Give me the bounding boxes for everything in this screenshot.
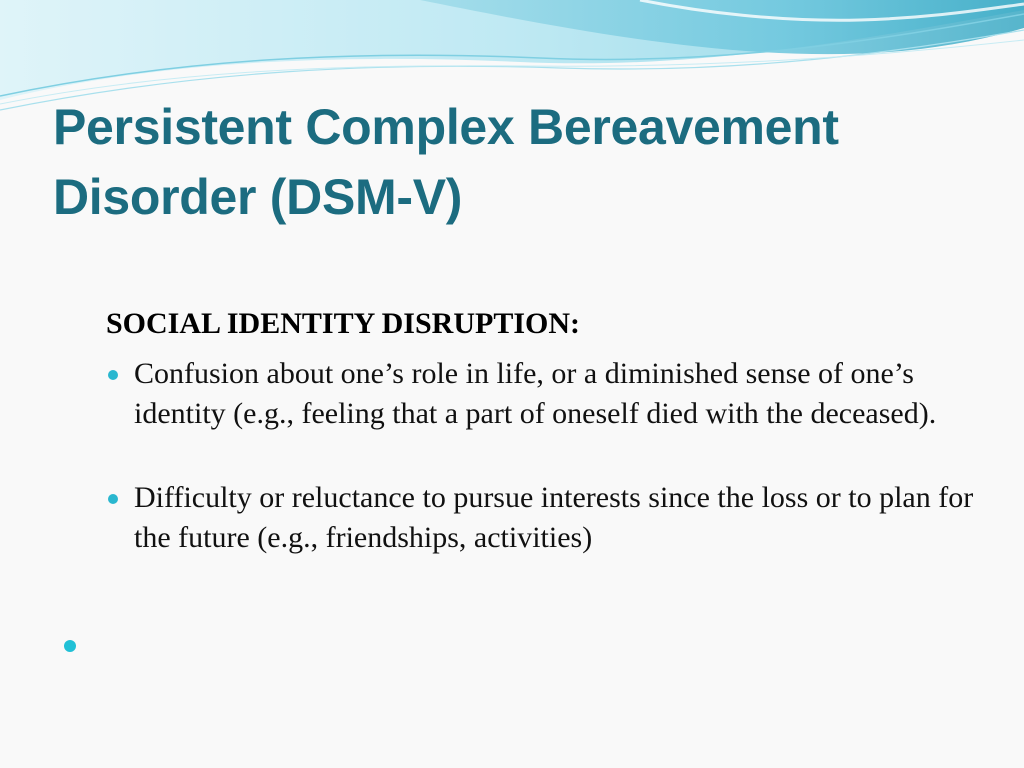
bullet-text: Confusion about one’s role in life, or a diminished sense of one’s identity (e.g., feeling that a part of oneself died with the deceased). bbox=[134, 357, 937, 430]
section-heading: SOCIAL IDENTITY DISRUPTION: bbox=[106, 307, 580, 340]
slide-title: Persistent Complex Bereavement Disorder (DSM-V) bbox=[53, 99, 839, 225]
bullet-text: Difficulty or reluctance to pursue interests since the loss or to plan for the future (e.g., friendships, activities) bbox=[134, 481, 974, 554]
bullet-item bbox=[106, 354, 986, 434]
bullet-dot-icon bbox=[108, 494, 118, 504]
bullet-dot-icon bbox=[108, 370, 118, 380]
bullet-item bbox=[106, 478, 986, 558]
empty-bullet-dot-icon bbox=[64, 640, 76, 652]
bullet-list bbox=[106, 354, 986, 558]
